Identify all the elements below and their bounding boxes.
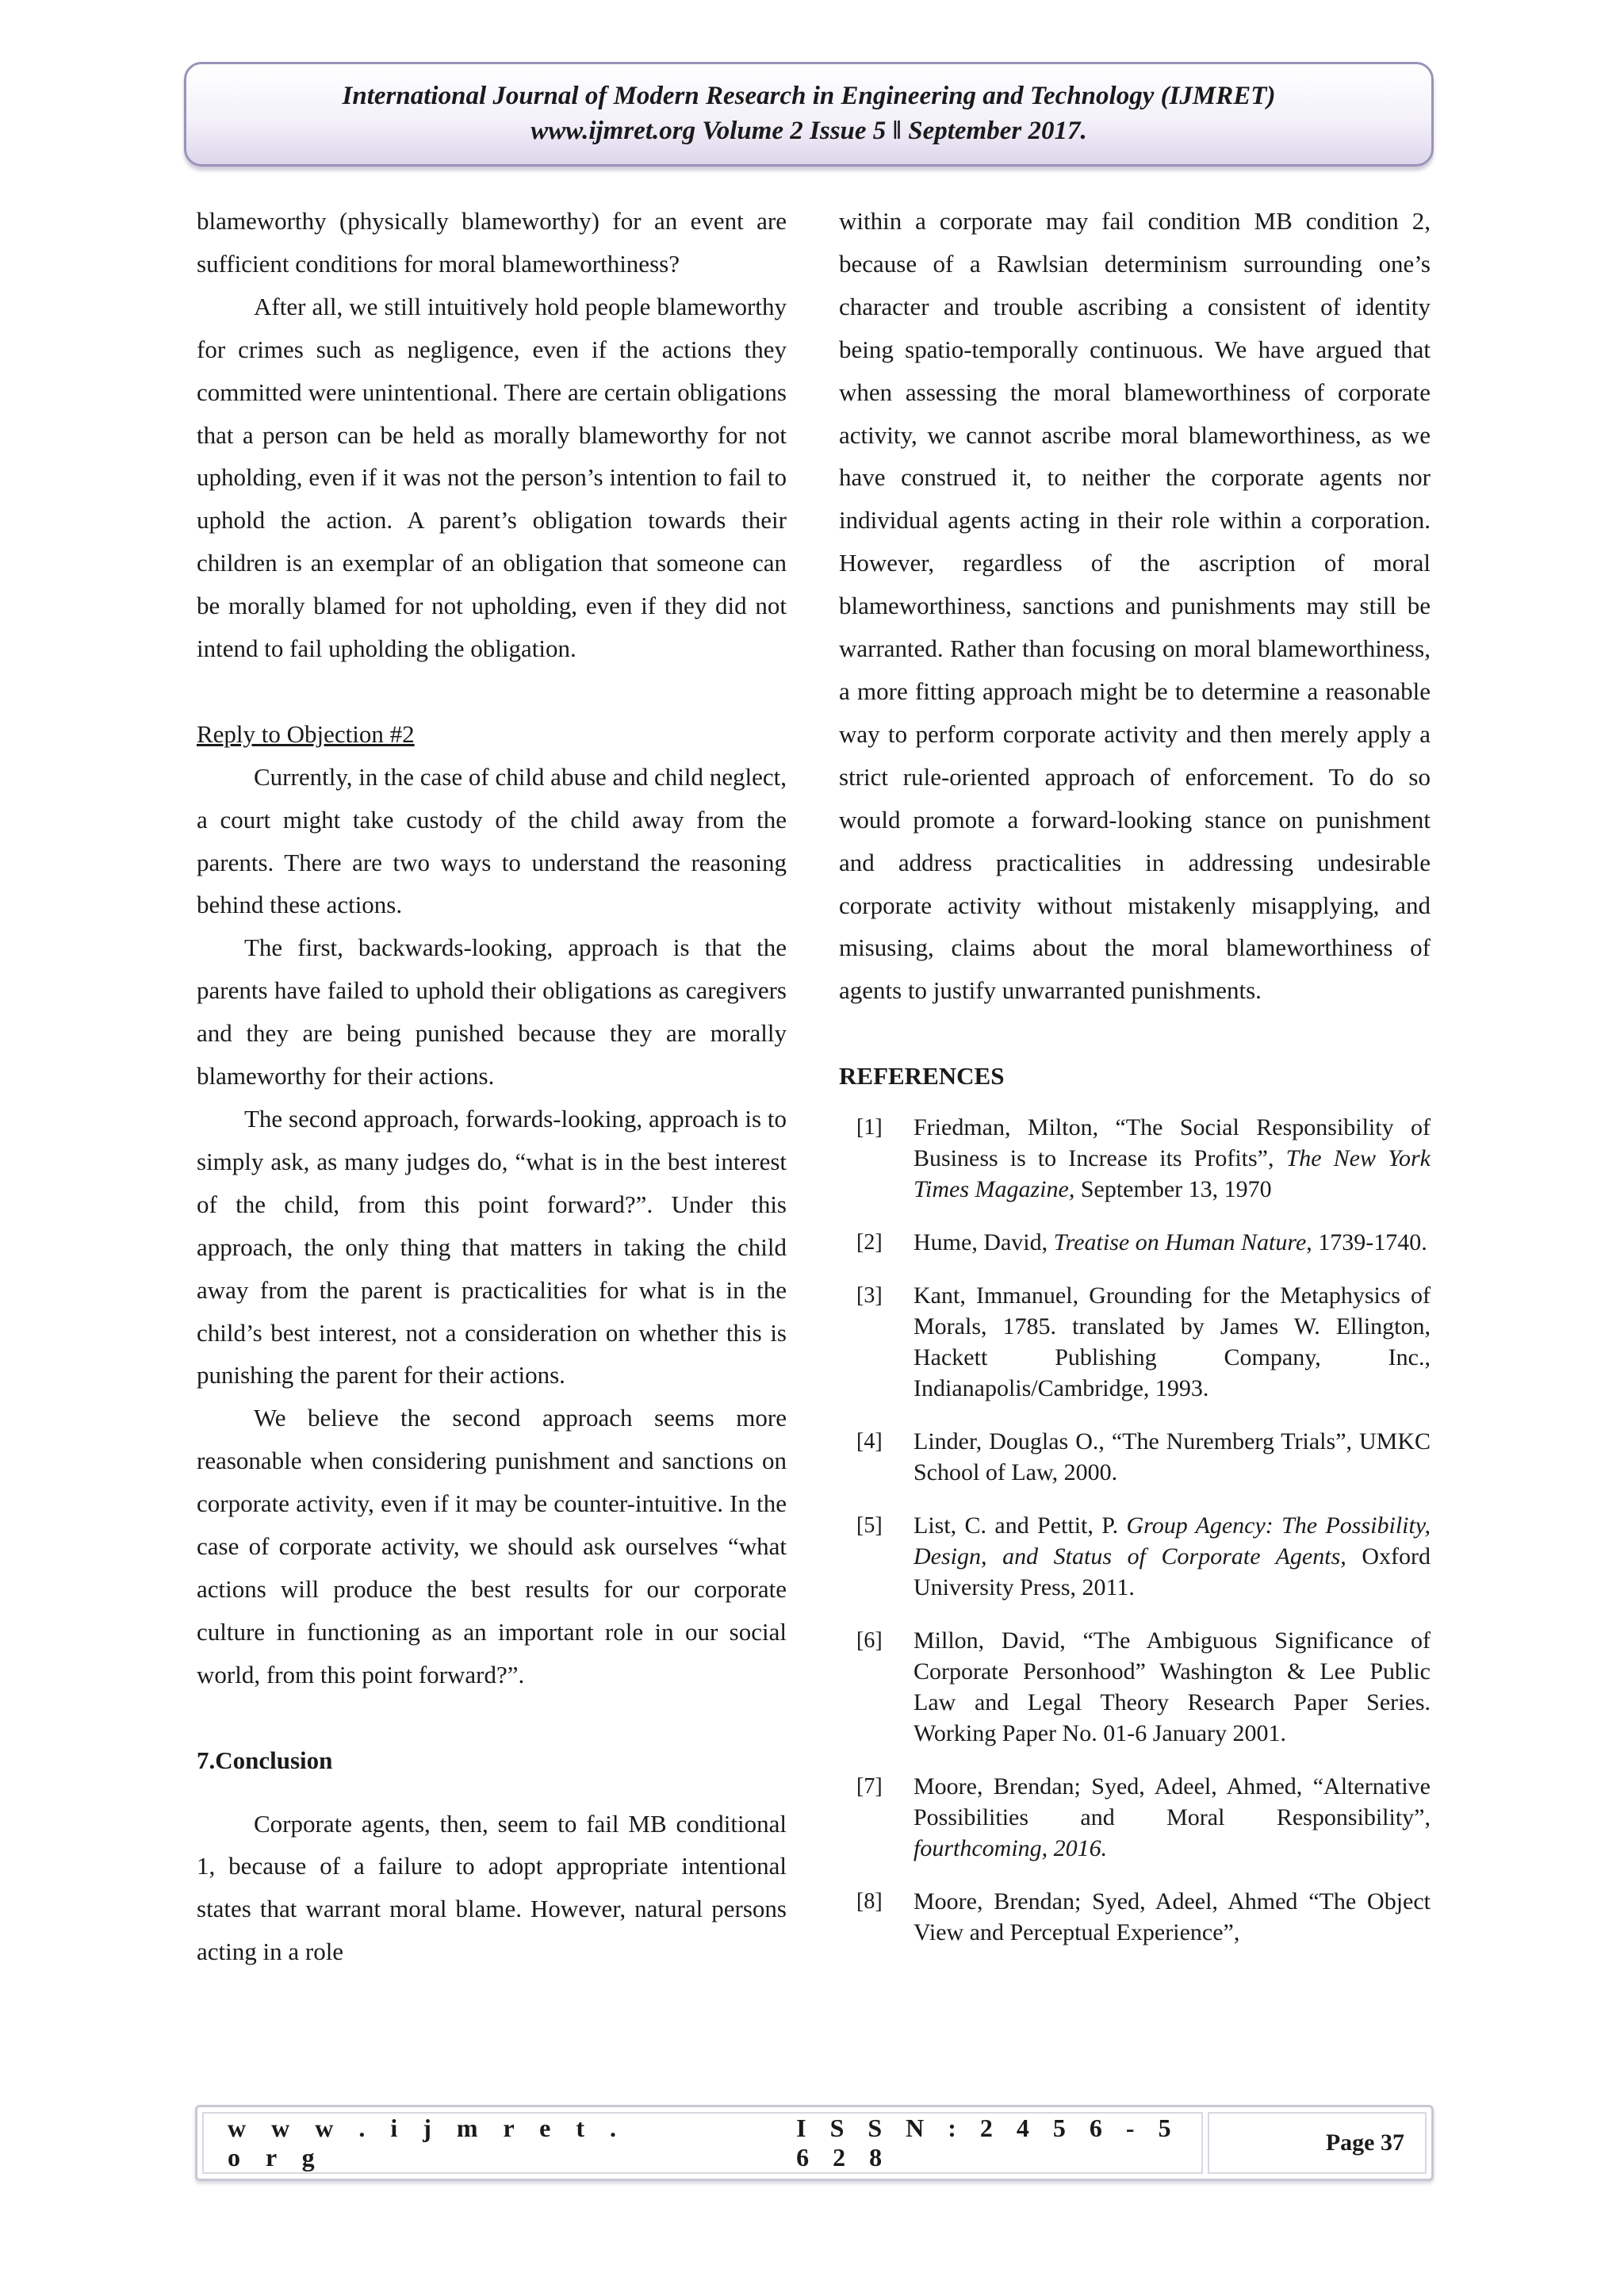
paragraph: We believe the second approach seems more reasonable when considering punishment and sanctions on corporate activity, even if it may be counter-intuitive. In the case of corporate activity, we should ask ourselves “what actions will produce the best results for our corporate culture in functioning as an important role in our social world, from this point forward?”. <box>197 1404 787 1688</box>
paragraph: within a corporate may fail condition MB condition 2, because of a Rawlsian determinism surrounding one’s character and trouble ascribing a consistent of identity being spatio-temporally continuous. We have argued that when assessing the moral blameworthiness of corporate activity, we cannot ascribe moral blameworthiness, as we have construed it, to neither the corporate agents nor individual agents acting in their role within a corporation. However, regardless of the ascription of moral blameworthiness, sanctions and punishments may still be warranted. Rather than focusing on moral blameworthiness, a more fitting approach might be to determine a reasonable way to perform corporate activity and then merely apply a strict rule-oriented approach of enforcement. To do so would promote a forward-looking stance on punishment and address practicalities in addressing undesirable corporate activity without mistakenly misapplying, and misusing, claims about the moral blameworthiness of agents to justify unwarranted punishments. <box>839 207 1431 1005</box>
reference-text <box>914 1426 1431 1488</box>
reference-number: [8] <box>856 1889 883 1915</box>
footer-right-box <box>1208 2112 1427 2174</box>
page-number: Page 37 <box>1325 2129 1404 2156</box>
left-column <box>197 200 787 1973</box>
section-subheading: Reply to Objection #2 <box>197 719 415 748</box>
reference-text <box>914 1886 1431 1948</box>
reference-text-part: Friedman, Milton, “The Social Responsibility of Business is to Increase its Profits”, <box>914 1114 1431 1172</box>
reference-text-part: Hume, David, <box>914 1229 1054 1256</box>
journal-title: International Journal of Modern Research in Engineering and Technology (IJMRET) <box>342 82 1276 110</box>
reference-item <box>839 1625 1431 1749</box>
footer-issn: I S S N : 2 4 5 6 - 5 6 2 8 <box>796 2114 1180 2171</box>
reference-item <box>839 1112 1431 1205</box>
reference-italic-title: fourthcoming, 2016. <box>914 1835 1108 1862</box>
reference-text-part: Moore, Brendan; Syed, Adeel, Ahmed “The Object View and Perceptual Experience”, <box>914 1888 1431 1946</box>
reference-italic-title: The New York Times Magazine, <box>914 1145 1431 1203</box>
reference-number: [5] <box>856 1513 883 1539</box>
reference-number: [1] <box>856 1115 883 1140</box>
reference-text-part: List, C. and Pettit, P. <box>914 1512 1127 1539</box>
journal-header <box>184 62 1434 167</box>
section-heading: 7.Conclusion <box>197 1746 333 1774</box>
reference-text <box>914 1112 1431 1205</box>
reference-number: [6] <box>856 1628 883 1654</box>
reference-number: [7] <box>856 1774 883 1800</box>
reference-number: [4] <box>856 1429 883 1455</box>
reference-italic-title: Group Agency: The Possibility, Design, and Status of Corporate Agents, <box>914 1512 1431 1570</box>
references-list <box>839 1112 1431 1948</box>
reference-text-part: , 1739-1740. <box>1306 1229 1427 1256</box>
journal-issue: www.ijmret.org Volume 2 Issue 5 ǁ September 2017. <box>530 117 1087 145</box>
reference-italic-title: Treatise on Human Nature <box>1053 1229 1307 1256</box>
reference-text-part: Kant, Immanuel, Grounding for the Metaphysics of Morals, 1785. translated by James W. Ellington, Hackett Publishing Company, Inc., Indianapolis/Cambridge, 1993. <box>914 1282 1431 1402</box>
paragraph: blameworthy (physically blameworthy) for an event are sufficient conditions for moral blameworthiness? <box>197 207 787 278</box>
reference-item <box>839 1771 1431 1864</box>
reference-item <box>839 1886 1431 1948</box>
page-footer <box>195 2105 1434 2181</box>
reference-number: [3] <box>856 1283 883 1309</box>
paragraph: Currently, in the case of child abuse and child neglect, a court might take custody of the child away from the parents. There are two ways to understand the reasoning behind these actions. <box>197 762 787 919</box>
reference-text-part: Millon, David, “The Ambiguous Significance of Corporate Personhood” Washington & Lee Public Law and Legal Theory Research Paper Series. Working Paper No. 01-6 January 2001. <box>914 1627 1431 1747</box>
reference-text <box>914 1625 1431 1749</box>
paragraph: Corporate agents, then, seem to fail MB conditional 1, because of a failure to adopt appropriate intentional states that warrant moral blame. However, natural persons acting in a role <box>197 1809 787 1966</box>
paragraph: After all, we still intuitively hold people blameworthy for crimes such as negligence, even if the actions they committed were unintentional. There are certain obligations that a person can be held as morally blameworthy for not upholding, even if it was not the person’s intention to fail to uphold the action. A parent’s obligation towards their children is an exemplar of an obligation that someone can be morally blamed for not upholding, even if they did not intend to fail upholding the obligation. <box>197 292 787 663</box>
reference-number: [2] <box>856 1230 883 1255</box>
reference-item <box>839 1426 1431 1488</box>
reference-text-part: Linder, Douglas O., “The Nuremberg Trials”, UMKC School of Law, 2000. <box>914 1428 1431 1486</box>
paragraph: The second approach, forwards-looking, approach is to simply ask, as many judges do, “what is in the best interest of the child, from this point forward?”. Under this approach, the only thing that matters in taking the child away from the parent is practicalities for what is in the child’s best interest, not a consideration on whether this is punishing the parent for their actions. <box>197 1105 787 1389</box>
right-column <box>839 200 1431 1970</box>
references-heading: REFERENCES <box>839 1062 1005 1091</box>
reference-text <box>914 1510 1431 1603</box>
footer-left-box <box>202 2112 1203 2174</box>
reference-text-part: Moore, Brendan; Syed, Adeel, Ahmed, “Alternative Possibilities and Moral Responsibility”, <box>914 1773 1431 1831</box>
paragraph: The first, backwards-looking, approach is that the parents have failed to uphold their obligations as caregivers and they are being punished because they are morally blameworthy for their actions. <box>197 933 787 1091</box>
reference-text <box>914 1771 1431 1864</box>
reference-item <box>839 1510 1431 1603</box>
reference-text-part: September 13, 1970 <box>1074 1176 1272 1203</box>
reference-item <box>839 1227 1431 1258</box>
reference-item <box>839 1280 1431 1404</box>
reference-text-part: Oxford University Press, 2011. <box>914 1543 1431 1601</box>
reference-text <box>914 1280 1431 1404</box>
footer-website: w w w . i j m r e t . o r g <box>228 2114 626 2171</box>
reference-text <box>914 1227 1431 1258</box>
